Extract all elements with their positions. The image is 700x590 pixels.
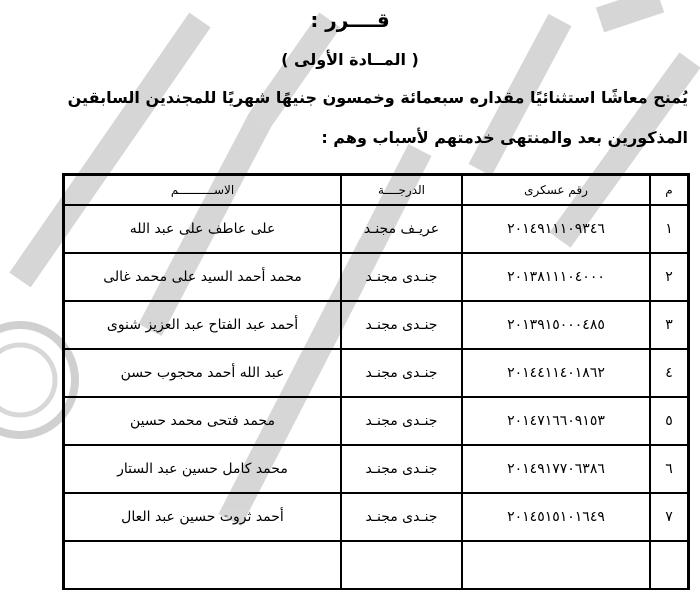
grade-cell: جنـدى مجنـد xyxy=(341,397,462,445)
name-cell: محمد أحمد السيد على محمد غالى xyxy=(64,253,342,301)
empty-cell xyxy=(341,541,462,589)
grade-cell: جنـدى مجنـد xyxy=(341,493,462,541)
header-name: الاســــــــــم xyxy=(64,175,342,206)
table-row xyxy=(64,205,689,253)
military-number-cell: ٢٠١٤٥١٥١٠١٦٤٩ xyxy=(462,493,650,541)
military-number-cell: ٢٠١٣٩١٥٠٠٠٤٨٥ xyxy=(462,301,650,349)
row-number-cell: ١ xyxy=(650,205,689,253)
article-heading: ( المــادة الأولى ) xyxy=(281,50,419,69)
table-row-partial xyxy=(64,541,689,589)
military-number-cell: ٢٠١٤٩١٧٧٠٦٣٨٦ xyxy=(462,445,650,493)
grade-cell: جنـدى مجنـد xyxy=(341,445,462,493)
header-grade: الدرجــــة xyxy=(341,175,462,206)
row-number-cell: ٣ xyxy=(650,301,689,349)
name-cell: عبد الله أحمد محجوب حسن xyxy=(64,349,342,397)
beneficiaries-table xyxy=(62,173,690,590)
row-number-cell: ٧ xyxy=(650,493,689,541)
table-row xyxy=(64,445,689,493)
table-row xyxy=(64,493,689,541)
table-row xyxy=(64,301,689,349)
row-number-cell: ٢ xyxy=(650,253,689,301)
name-cell: محمد كامل حسين عبد الستار xyxy=(64,445,342,493)
table-row xyxy=(64,397,689,445)
grade-cell: جنـدى مجنـد xyxy=(341,253,462,301)
row-number-cell: ٦ xyxy=(650,445,689,493)
grade-cell: عريـف مجنـد xyxy=(341,205,462,253)
table-row xyxy=(64,349,689,397)
name-cell: أحمد عبد الفتاح عبد العزيز شنوى xyxy=(64,301,342,349)
name-cell: أحمد ثروت حسين عبد العال xyxy=(64,493,342,541)
decision-title: قــــرر : xyxy=(310,8,390,32)
military-number-cell: ٢٠١٤٧١٦٦٠٩١٥٣ xyxy=(462,397,650,445)
grade-cell: جنـدى مجنـد xyxy=(341,301,462,349)
empty-cell xyxy=(64,541,342,589)
table-header-row xyxy=(64,175,689,206)
paragraph-line-1: يُمنح معاشًا استثنائيًا مقداره سبعمائة وخمسون جنيهًا شهريًا للمجندين السابقين xyxy=(67,88,688,107)
paragraph-line-2: المذكورين بعد والمنتهى خدمتهم لأسباب وهم : xyxy=(321,128,688,147)
header-num: م xyxy=(650,175,689,206)
empty-cell xyxy=(462,541,650,589)
military-number-cell: ٢٠١٤٩١١١٠٩٣٤٦ xyxy=(462,205,650,253)
table-row xyxy=(64,253,689,301)
grade-cell: جنـدى مجنـد xyxy=(341,349,462,397)
header-military-number: رقم عسكرى xyxy=(462,175,650,206)
empty-cell xyxy=(650,541,689,589)
military-number-cell: ٢٠١٤٤١١٤٠١٨٦٢ xyxy=(462,349,650,397)
row-number-cell: ٥ xyxy=(650,397,689,445)
name-cell: محمد فتحى محمد حسين xyxy=(64,397,342,445)
row-number-cell: ٤ xyxy=(650,349,689,397)
military-number-cell: ٢٠١٣٨١١١٠٤٠٠٠ xyxy=(462,253,650,301)
name-cell: على عاطف على عبد الله xyxy=(64,205,342,253)
